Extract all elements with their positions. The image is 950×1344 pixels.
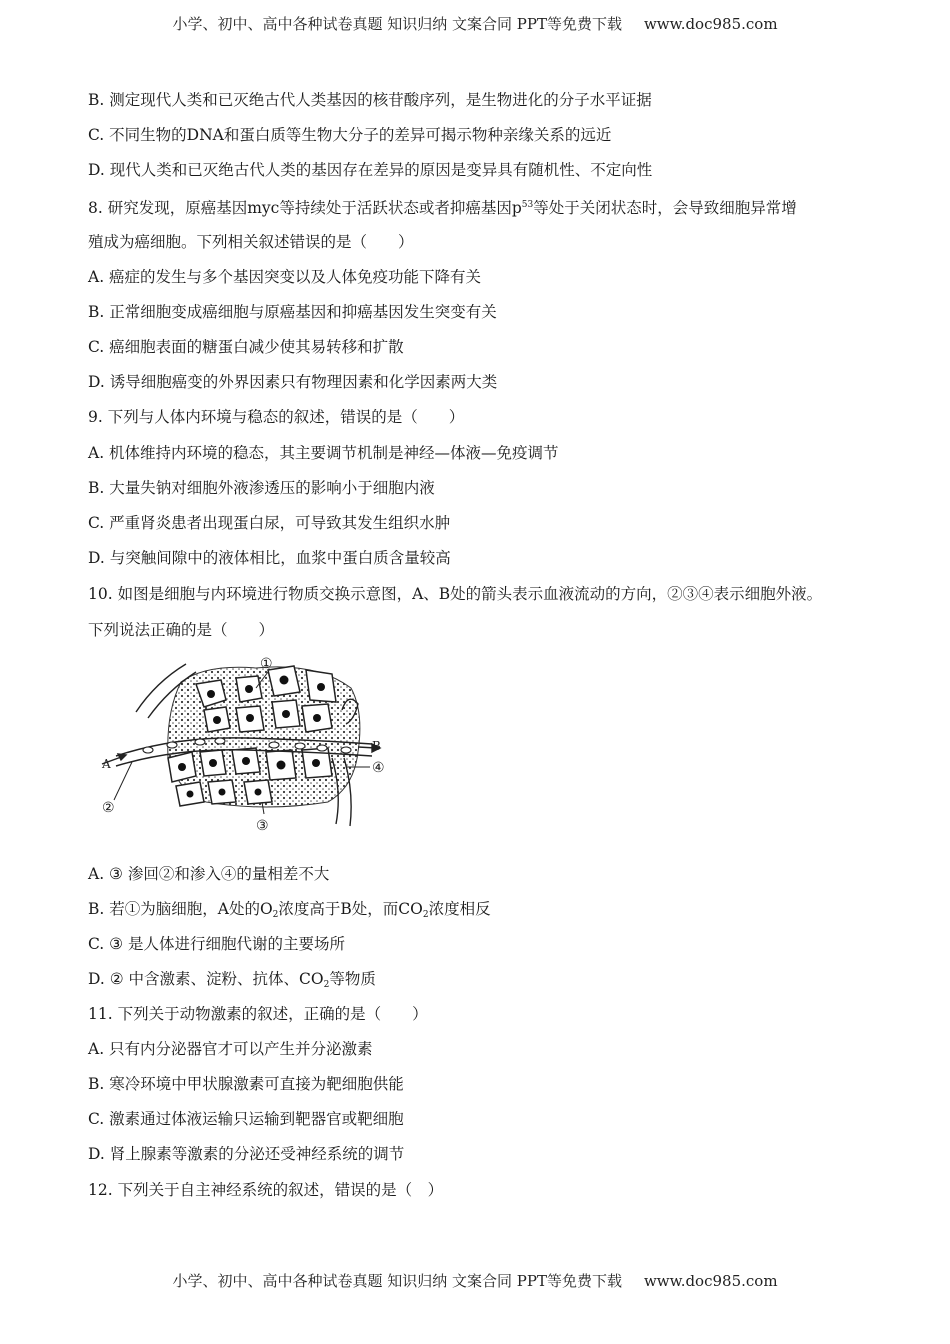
q10-b-part3: 浓度相反 — [428, 900, 491, 918]
q10-b-sub2: 2 — [422, 910, 429, 920]
q9-option-d: D. 与突触间隙中的液体相比，血浆中蛋白质含量较高 — [88, 549, 451, 567]
footer-text: 小学、初中、高中各种试卷真题 知识归纳 文案合同 PPT等免费下载 — [172, 1272, 622, 1290]
q7-option-c: C. 不同生物的DNA和蛋白质等生物大分子的差异可揭示物种亲缘关系的远近 — [88, 126, 612, 144]
q8-stem-line2: 殖成为癌细胞。下列相关叙述错误的是（ ） — [88, 233, 414, 251]
q7-option-b: B. 测定现代人类和已灭绝古代人类基因的核苷酸序列，是生物进化的分子水平证据 — [88, 91, 652, 109]
q9-option-a: A. 机体维持内环境的稳态，其主要调节机制是神经—体液—免疫调节 — [88, 444, 559, 462]
q11-option-b: B. 寒冷环境中甲状腺激素可直接为靶细胞供能 — [88, 1075, 404, 1093]
q11-option-a: A. 只有内分泌器官才可以产生并分泌激素 — [88, 1040, 373, 1058]
q10-d-part2: 等物质 — [329, 970, 376, 988]
q10-option-c: C. ③ 是人体进行细胞代谢的主要场所 — [88, 935, 345, 953]
q10-stem: 10. 如图是细胞与内环境进行物质交换示意图，A、B处的箭头表示血液流动的方向，②③④表示细胞外液。 — [88, 585, 823, 603]
footer-site[interactable]: www.doc985.com — [643, 1272, 778, 1290]
page-header — [0, 13, 950, 34]
q9-option-c: C. 严重肾炎患者出现蛋白尿，可导致其发生组织水肿 — [88, 514, 451, 532]
header-text: 小学、初中、高中各种试卷真题 知识归纳 文案合同 PPT等免费下载 — [172, 15, 622, 33]
q11-stem: 11. 下列关于动物激素的叙述，正确的是（ ） — [88, 1005, 428, 1023]
q11-option-d: D. 肾上腺素等激素的分泌还受神经系统的调节 — [88, 1145, 405, 1163]
q10-b-part2: 浓度高于B处，而CO — [278, 900, 423, 918]
q10-d-part1: D. ② 中含激素、淀粉、抗体、CO — [88, 970, 324, 988]
q8-stem-a: 8. 研究发现，原癌基因myc等持续处于活跃状态或者抑癌基因p — [88, 199, 522, 217]
q8-option-c: C. 癌细胞表面的糖蛋白减少使其易转移和扩散 — [88, 338, 404, 356]
label-circle-2: ② — [102, 800, 115, 816]
q9-option-b: B. 大量失钠对细胞外液渗透压的影响小于细胞内液 — [88, 479, 435, 497]
label-b: B — [372, 739, 381, 753]
q10-d-sub: 2 — [323, 980, 330, 990]
label-circle-4: ④ — [372, 760, 385, 776]
label-a: A — [102, 757, 111, 771]
q8-option-a: A. 癌症的发生与多个基因突变以及人体免疫功能下降有关 — [88, 268, 482, 286]
label-circle-3: ③ — [256, 818, 269, 834]
q10-option-b — [88, 899, 491, 925]
q8-option-d: D. 诱导细胞癌变的外界因素只有物理因素和化学因素两大类 — [88, 373, 498, 391]
q10-stem-line2: 下列说法正确的是（ ） — [88, 621, 275, 639]
q10-option-a: A. ③ 渗回②和渗入④的量相差不大 — [88, 865, 330, 883]
q8-stem-sup: 53 — [521, 200, 534, 210]
label-circle-1: ① — [260, 656, 273, 672]
q8-stem-b: 等处于关闭状态时，会导致细胞异常增 — [533, 199, 797, 217]
q10-b-part1: B. 若①为脑细胞，A处的O — [88, 900, 273, 918]
q11-option-c: C. 激素通过体液运输只运输到靶器官或靶细胞 — [88, 1110, 404, 1128]
header-site[interactable]: www.doc985.com — [643, 15, 778, 33]
q12-stem: 12. 下列关于自主神经系统的叙述，错误的是（ ） — [88, 1181, 444, 1199]
q9-stem: 9. 下列与人体内环境与稳态的叙述，错误的是（ ） — [88, 408, 465, 426]
q8-stem — [88, 195, 797, 218]
q10-figure — [96, 652, 396, 842]
q10-option-d — [88, 969, 376, 995]
page-footer — [0, 1270, 950, 1291]
q8-option-b: B. 正常细胞变成癌细胞与原癌基因和抑癌基因发生突变有关 — [88, 303, 497, 321]
q7-option-d: D. 现代人类和已灭绝古代人类的基因存在差异的原因是变异具有随机性、不定向性 — [88, 161, 653, 179]
q10-b-sub1: 2 — [272, 910, 279, 920]
